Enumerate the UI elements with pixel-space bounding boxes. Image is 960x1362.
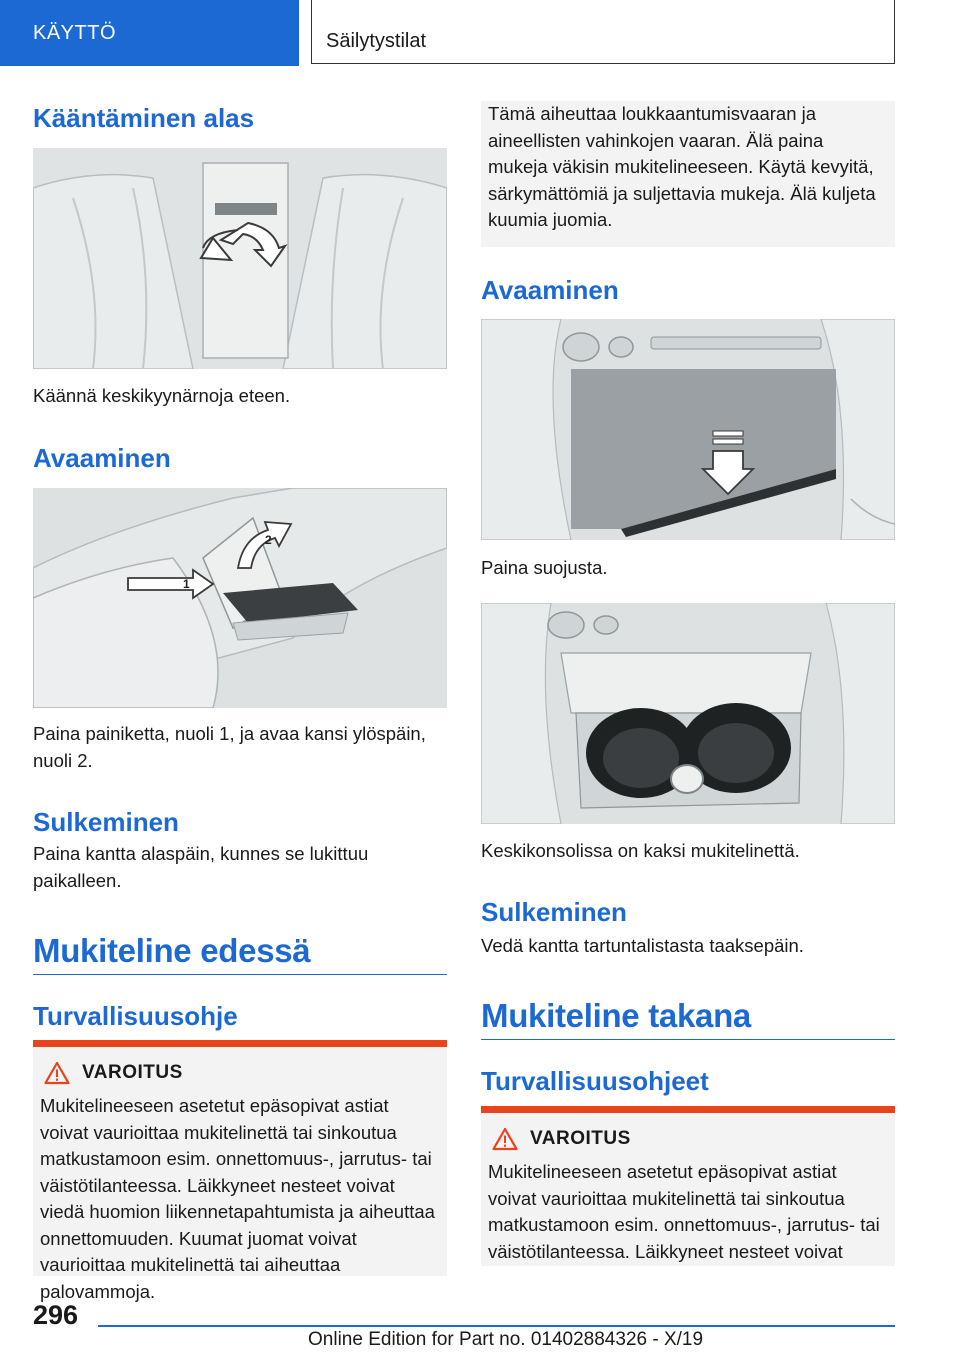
text-closing-left: Paina kantta alaspäin, kunnes se lukittuu paikalleen. [33, 843, 369, 891]
title-rear-cupholder: Mukiteline takana [481, 997, 895, 1040]
warning-label-rear: VAROITUS [530, 1128, 631, 1149]
caption-press-cover: Paina suojusta. [481, 557, 608, 578]
heading-opening-left: Avaaminen [33, 443, 171, 473]
caption-fold-down: Käännä keskikyynärnoja eteen. [33, 385, 291, 406]
caption-two-cupholders: Keskikonsolissa on kaksi mukitelinettä. [481, 840, 800, 861]
heading-fold-down: Kääntäminen alas [33, 103, 255, 133]
warning-text-rear: Mukitelineeseen asetetut epäsopivat astiat voivat vaurioittaa mukitelinettä tai sinkoutua matkustamoon esim. onnettomuus-, jarrutus- tai väistötilanteessa. Läikkyneet nesteet voivat [488, 1161, 880, 1262]
page-number: 296 [33, 1300, 79, 1330]
warning-triangle-icon [492, 1127, 518, 1151]
caption-opening-left: Paina painiketta, nuoli 1, ja avaa kansi ylöspäin, nuoli 2. [33, 723, 426, 771]
warning-text-front: Mukitelineeseen asetetut epäsopivat astiat voivat vaurioittaa mukitelinettä tai sinkoutua matkustamoon esim. onnettomuus-, jarrutus- tai väistötilanteessa. Läikkyneet nesteet voivat viedä huomion liikennetapahtumista ja aiheuttaa onnettomuuden. Kuumat juomat voivat vaurioittaa mukitelinettä tai aiheuttaa palovammoja. [40, 1095, 435, 1302]
warning-triangle-icon [44, 1061, 70, 1085]
warning-box-rear [481, 1106, 895, 1266]
heading-safety-rear: Turvallisuusohjeet [481, 1066, 709, 1096]
arrow-2-label: 2 [265, 533, 272, 547]
section-title: Säilytystilat [311, 0, 895, 64]
warning-label-front: VAROITUS [82, 1062, 183, 1083]
armrest-fold-illustration [33, 148, 447, 369]
edition-link[interactable]: Online Edition for Part no. 01402884326 - X/19 [308, 1329, 704, 1350]
warning-continued-box: Tämä aiheuttaa loukkaantumisvaaran ja aineellisten vahinkojen vaaran. Älä paina mukeja väkisin mukitelineeseen. Käytä kevyitä, särkymättömiä ja suljettavia mukeja. Älä kuljeta kuumia juomia. [481, 101, 895, 247]
heading-closing-left: Sulkeminen [33, 807, 179, 837]
warning-box-front [33, 1040, 447, 1302]
armrest-open-illustration [33, 488, 447, 708]
text-closing-right: Vedä kantta tartuntalistasta taaksepäin. [481, 935, 804, 956]
heading-opening-right: Avaaminen [481, 275, 619, 305]
cupholders-illustration [481, 603, 895, 824]
arrow-1-label: 1 [183, 577, 190, 591]
page-header [0, 0, 960, 66]
heading-safety-front: Turvallisuusohje [33, 1001, 238, 1031]
console-cover-illustration [481, 319, 895, 540]
chapter-tab: KÄYTTÖ [0, 0, 299, 66]
heading-closing-right: Sulkeminen [481, 897, 627, 927]
page-footer [0, 1290, 960, 1362]
footer-rule [98, 1325, 895, 1327]
title-front-cupholder: Mukiteline edessä [33, 932, 447, 975]
